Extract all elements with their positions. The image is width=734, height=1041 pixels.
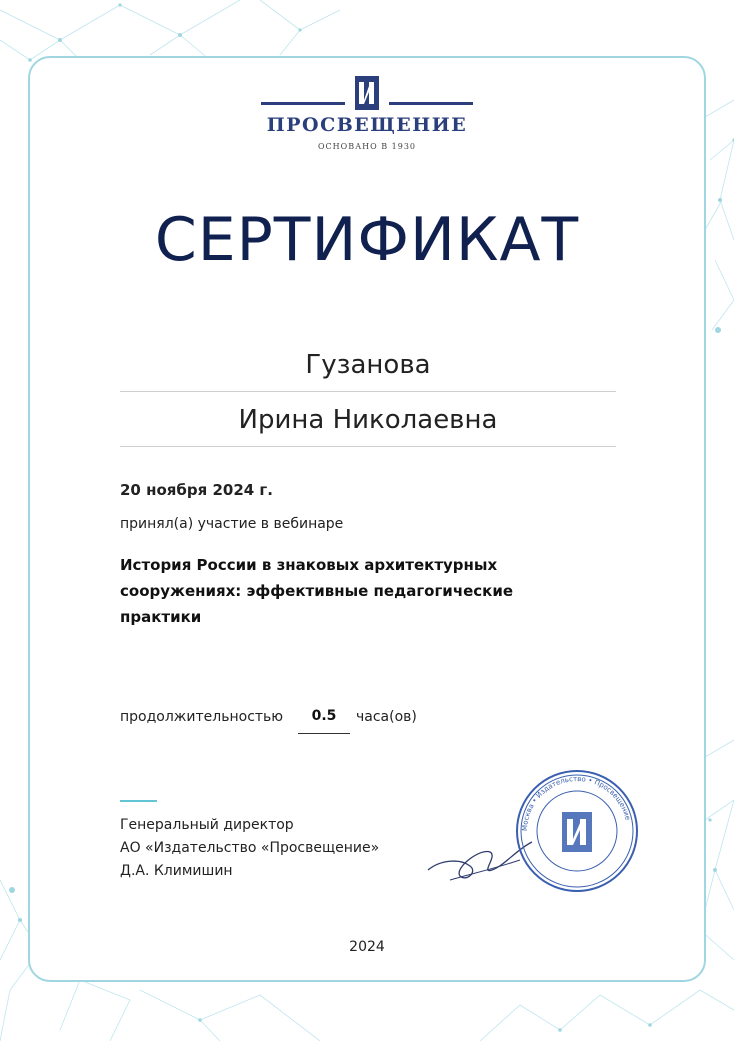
logo-rule-left: [261, 102, 345, 105]
signer-block: [120, 814, 379, 883]
publisher-logo: [255, 72, 479, 156]
duration-unit: часа(ов): [356, 709, 417, 725]
signer-accent-line: [120, 800, 157, 802]
certificate-year: 2024: [349, 939, 385, 955]
logo-rule-right: [389, 102, 473, 105]
duration-value: 0.5: [311, 708, 337, 724]
official-seal-stamp: [514, 768, 640, 894]
recipient-surname: Гузанова: [305, 350, 431, 380]
duration-underline: [298, 733, 350, 734]
recipient-given-names: Ирина Николаевна: [238, 405, 498, 435]
logo-founded-tagline: ОСНОВАНО В 1930: [317, 142, 416, 151]
webinar-title: История России в знаковых архитектурных сооружениях: эффективные педагогические практики: [120, 556, 514, 626]
given-names-underline: [120, 446, 616, 447]
logo-wordmark: ПРОСВЕЩЕНИЕ: [266, 114, 468, 136]
seal-ring-text: Москва • Издательство • Просвещение: [520, 774, 632, 832]
signer-organization: АО «Издательство «Просвещение»: [120, 840, 380, 856]
signer-name: Д.А. Климишин: [120, 863, 233, 879]
surname-underline: [120, 391, 616, 392]
event-date: 20 ноября 2024 г.: [120, 481, 273, 499]
participation-text: принял(а) участие в вебинаре: [120, 516, 344, 532]
certificate-title: СЕРТИФИКАТ: [154, 205, 580, 275]
duration-prefix: продолжительностью: [120, 709, 284, 725]
prosveshchenie-emblem-icon: [355, 76, 379, 110]
signer-position: Генеральный директор: [120, 817, 294, 833]
